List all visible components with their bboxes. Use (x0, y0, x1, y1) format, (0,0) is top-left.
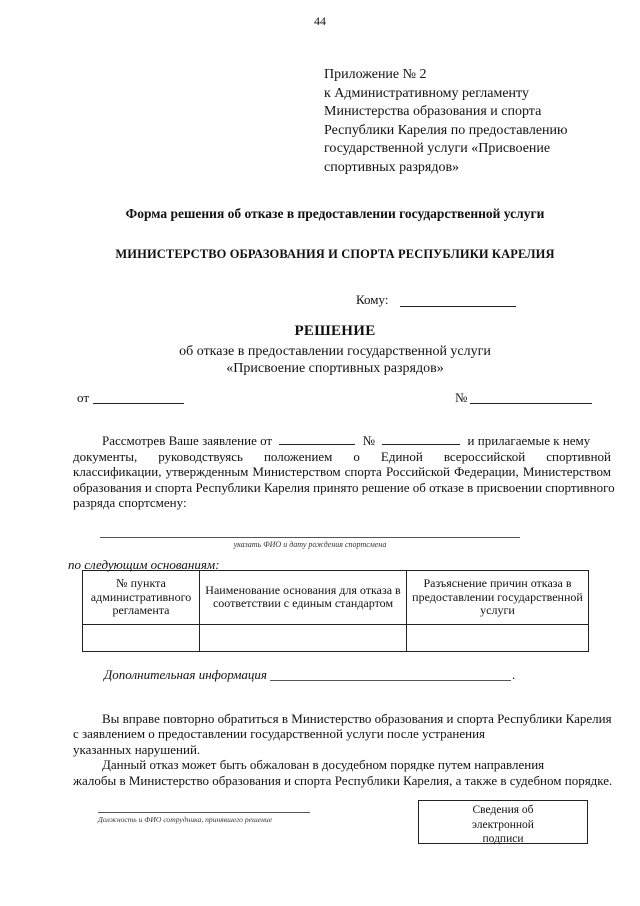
recipient-blank (400, 306, 516, 307)
closing-p1-line-3: указанных нарушений. (73, 742, 201, 757)
decision-subtitle: об отказе в предоставлении государственной услуги (179, 344, 491, 359)
date-blank (93, 403, 184, 404)
additional-info-blank (270, 680, 511, 681)
body-application-prefix: Рассмотрев Ваше заявление от (102, 433, 273, 448)
body-application-suffix: и прилагаемые к нему (467, 433, 591, 448)
closing-p2-line-1: Данный отказ может быть обжалован в досудебном порядке путем направления (102, 757, 545, 772)
body-line-1 (102, 433, 590, 449)
grounds-label: по следующим основаниям: (68, 557, 220, 572)
page-number: 44 (314, 14, 326, 28)
closing-p1-line-2: с заявлением о предоставлении государственной услуги после устранения (73, 726, 486, 741)
body-line-3: классификации, утвержденным Министерством спорта Российской Федерации, Министерством (73, 464, 611, 479)
closing-p2-line-2: жалобы в Министерство образования и спорта Республики Карелия, а также в судебном порядке. (73, 773, 613, 788)
athlete-caption: указать ФИО и дату рождения спортсмена (233, 540, 387, 549)
appendix-header (324, 66, 624, 178)
electronic-signature-box (418, 800, 588, 844)
date-label: от (77, 390, 90, 405)
additional-info-period: . (512, 667, 516, 682)
decision-subtitle-service: «Присвоение спортивных разрядов» (226, 361, 444, 376)
number-label: № (455, 390, 468, 405)
appendix-line: Приложение № 2 (324, 67, 427, 82)
column-header-explanation: Разъяснение причин отказа в предоставлении государственной услуги (407, 571, 589, 625)
ministry-name: МИНИСТЕРСТВО ОБРАЗОВАНИЯ И СПОРТА РЕСПУБЛИКИ КАРЕЛИЯ (115, 247, 555, 261)
closing-p1-line-1: Вы вправе повторно обратиться в Министерство образования и спорта Республики Карелия (102, 711, 612, 726)
appendix-line: Республики Карелия по предоставлению (324, 122, 568, 138)
body-line-4: образования и спорта Республики Карелия принято решение об отказе в присвоении спортивного (73, 480, 615, 495)
appendix-line: спортивных разрядов» (324, 159, 460, 175)
body-number-sign: № (362, 433, 376, 448)
esignature-line: электронной (472, 818, 534, 831)
form-title: Форма решения об отказе в предоставлении государственной услуги (125, 206, 545, 221)
grounds-table (82, 570, 589, 652)
decision-title: РЕШЕНИЕ (294, 323, 376, 339)
number-blank (470, 403, 592, 404)
appendix-line: государственной услуги «Присвоение (324, 141, 551, 157)
recipient-label: Кому: (356, 292, 389, 307)
table-cell-clause (83, 624, 200, 651)
table-header-row (83, 571, 589, 625)
column-header-clause: № пункта административного регламента (83, 571, 200, 625)
signature-blank (98, 812, 310, 813)
column-header-reason: Наименование основания для отказа в соответствии с единым стандартом (200, 571, 407, 625)
additional-info-label: Дополнительная информация (104, 667, 267, 682)
table-cell-explanation (407, 624, 589, 651)
signature-caption: Должность и ФИО сотрудника, принявшего решение (98, 815, 273, 824)
esignature-line: Сведения об (472, 804, 534, 816)
esignature-line: подписи (482, 833, 524, 845)
body-line-5: разряда спортсмену: (73, 495, 187, 510)
appendix-line: к Административному регламенту (324, 85, 529, 101)
application-date-blank (279, 434, 355, 445)
athlete-blank (100, 537, 520, 538)
body-line-2: документы, руководствуясь положением о Единой всероссийской спортивной (73, 449, 611, 464)
table-row (83, 624, 589, 651)
application-number-blank (382, 434, 460, 445)
table-cell-reason (200, 624, 407, 651)
appendix-line: Министерства образования и спорта (324, 104, 542, 120)
